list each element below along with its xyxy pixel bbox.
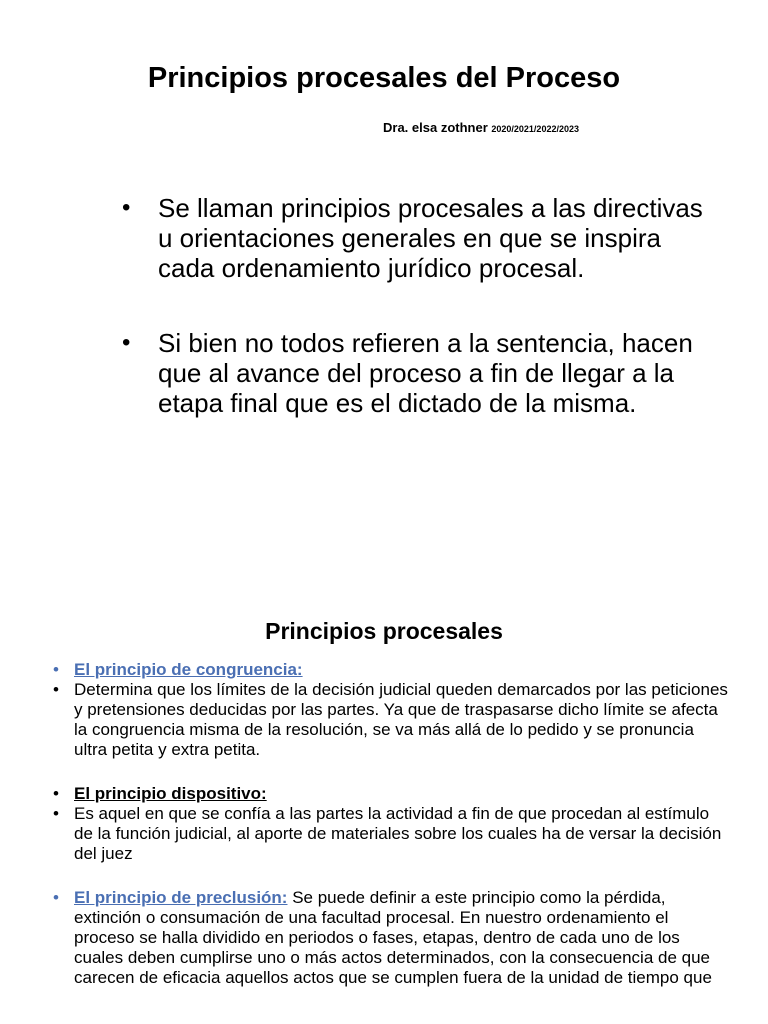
slide-1-bullet-list	[120, 193, 720, 418]
bullet-icon: •	[53, 804, 59, 823]
slide-2-title: Principios procesales	[265, 618, 503, 644]
list-item	[50, 680, 730, 760]
slide-2	[0, 590, 768, 1024]
bullet-icon: •	[53, 784, 59, 803]
bullet-text: Se llaman principios procesales a las directivas u orientaciones generales en que se inspira cada ordenamiento jurídico procesal.	[158, 193, 703, 283]
dispositivo-text: Es aquel en que se confía a las partes la actividad a fin de que procedan al estímulo de la función judicial, al aporte de materiales sobre los cuales ha de versar la decisión del juez	[74, 804, 722, 863]
bullet-text: Si bien no todos refieren a la sentencia, hacen que al avance del proceso a fin de llegar a la etapa final que es el dictado de la misma.	[158, 328, 693, 418]
bullet-icon: •	[122, 329, 131, 356]
bullet-icon: •	[53, 660, 59, 679]
author-line	[383, 120, 579, 135]
list-item	[50, 660, 730, 680]
list-item	[120, 328, 720, 418]
author-years: 2020/2021/2022/2023	[491, 124, 579, 134]
author-name: Dra. elsa zothner	[383, 120, 488, 135]
dispositivo-heading: El principio dispositivo:	[74, 784, 267, 803]
congruencia-link[interactable]: El principio de congruencia:	[74, 660, 303, 679]
list-item	[120, 193, 720, 283]
congruencia-text: Determina que los límites de la decisión judicial queden demarcados por las peticiones y pretensiones deducidas por las partes. Ya que de traspasarse dicho límite se afecta la congruencia misma de la resolución, se va más allá de lo pedido y se pronuncia ultra petita y extra petita.	[74, 680, 728, 759]
principles-list	[50, 660, 730, 988]
list-item	[50, 888, 730, 988]
preclusion-text: Se puede definir a este principio como la pérdida, extinción o consumación de una facultad procesal. En nuestro ordenamiento el proceso se halla dividido en periodos o fases, etapas, dentro de cada uno de los cuales deben cumplirse uno o más actos determinados, con la consecuencia de que carecen de eficacia aquellos actos que se cumplen fuera de la unidad de tiempo que	[74, 888, 712, 987]
bullet-icon: •	[122, 194, 131, 221]
list-item	[50, 784, 730, 804]
bullet-icon: •	[53, 888, 59, 907]
bullet-icon: •	[53, 680, 59, 699]
list-item	[50, 804, 730, 864]
preclusion-link[interactable]: El principio de preclusión:	[74, 888, 288, 907]
slide-1-title: Principios procesales del Proceso	[147, 62, 621, 94]
